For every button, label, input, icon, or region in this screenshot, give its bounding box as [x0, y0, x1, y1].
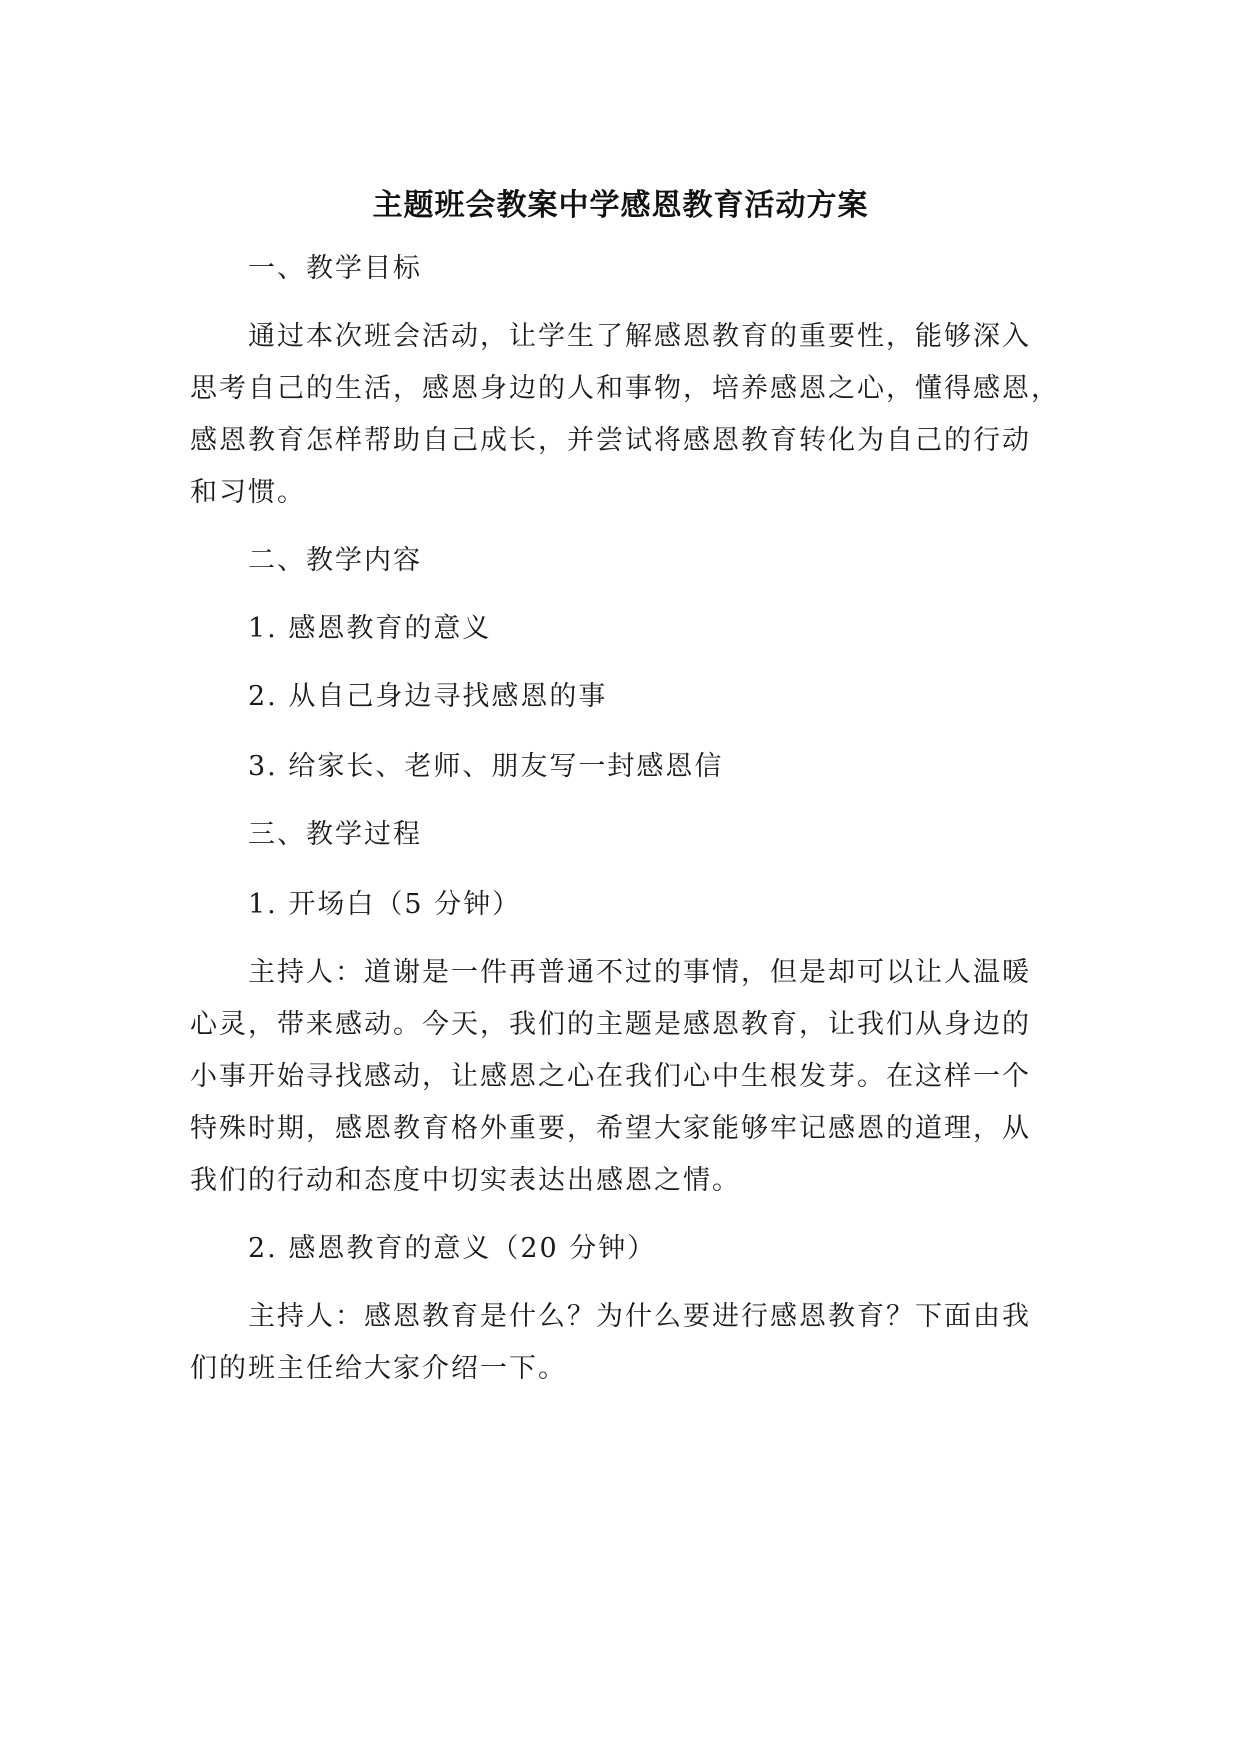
list-item: 2. 感恩教育的意义（20 分钟）	[248, 1233, 657, 1264]
paragraph-line: 主持人：道谢是一件再普通不过的事情，但是却可以让人温暖	[248, 957, 1031, 988]
heading-teaching-goals: 一、教学目标	[248, 253, 422, 284]
paragraph-line: 特殊时期，感恩教育格外重要，希望大家能够牢记感恩的道理，从	[190, 1113, 1031, 1144]
heading-teaching-process: 三、教学过程	[248, 819, 422, 850]
list-item: 2. 从自己身边寻找感恩的事	[248, 681, 608, 712]
list-item: 1. 感恩教育的意义	[248, 613, 492, 644]
paragraph-line: 们的班主任给大家介绍一下。	[190, 1353, 567, 1384]
paragraph-line: 和习惯。	[190, 477, 306, 508]
paragraph-line: 通过本次班会活动，让学生了解感恩教育的重要性，能够深入	[248, 321, 1031, 352]
paragraph-line: 主持人：感恩教育是什么？为什么要进行感恩教育？下面由我	[248, 1301, 1031, 1332]
paragraph-line: 我们的行动和态度中切实表达出感恩之情。	[190, 1165, 741, 1196]
document-title: 主题班会教案中学感恩教育活动方案	[372, 188, 869, 223]
paragraph-line: 心灵，带来感动。今天，我们的主题是感恩教育，让我们从身边的	[190, 1009, 1031, 1040]
list-item: 1. 开场白（5 分钟）	[248, 889, 522, 920]
paragraph-line: 思考自己的生活，感恩身边的人和事物，培养感恩之心，懂得感恩，	[190, 373, 1060, 404]
paragraph-line: 感恩教育怎样帮助自己成长，并尝试将感恩教育转化为自己的行动	[190, 425, 1031, 456]
paragraph-line: 小事开始寻找感动，让感恩之心在我们心中生根发芽。在这样一个	[190, 1061, 1031, 1092]
list-item: 3. 给家长、老师、朋友写一封感恩信	[248, 751, 724, 782]
heading-teaching-content: 二、教学内容	[248, 545, 422, 576]
